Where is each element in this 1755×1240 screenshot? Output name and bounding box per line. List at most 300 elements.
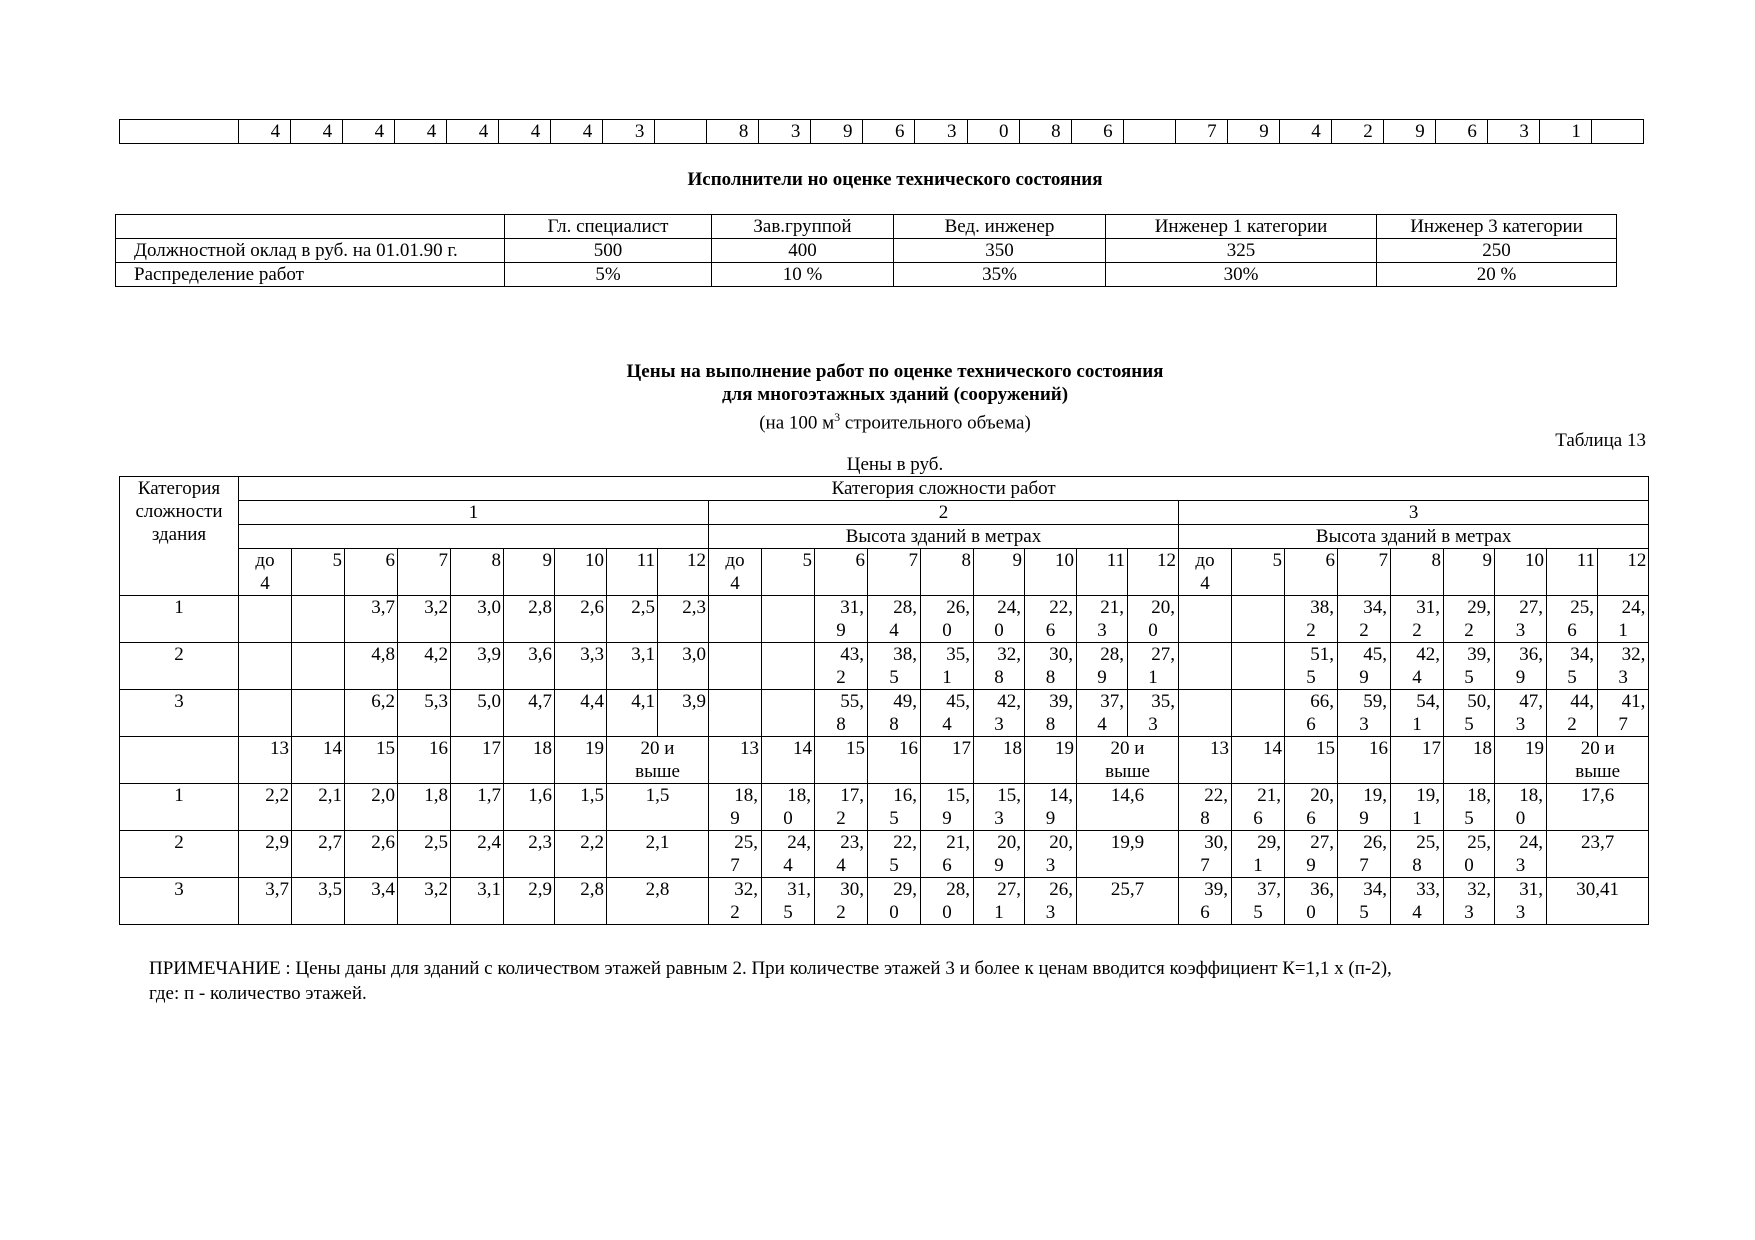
height-col-header: 13 (709, 737, 762, 784)
price-cell: 3,0 (658, 643, 709, 690)
staff-row-label: Должностной оклад в руб. на 01.01.90 г. (116, 239, 505, 263)
height-col-header-line: 6 (855, 550, 865, 571)
price-cell-line: 26, (946, 597, 970, 618)
price-cell (1444, 643, 1495, 690)
top-digit-cell: 4 (343, 120, 395, 144)
price-cell-line: 4 (942, 714, 952, 735)
price-cell-line: 15, (946, 785, 970, 806)
staff-header-cell (116, 215, 505, 239)
height-col-header (607, 737, 709, 784)
price-cell: 4,1 (607, 690, 658, 737)
price-cell (1444, 596, 1495, 643)
price-cell-line: 26, (1049, 879, 1073, 900)
prices-data-row-b (120, 878, 1649, 925)
price-cell (1391, 784, 1444, 831)
price-cell: 2,3 (658, 596, 709, 643)
staff-title: Исполнители но оценке технического состояния (687, 169, 1103, 190)
price-cell (974, 690, 1025, 737)
price-cell (921, 596, 974, 643)
height-col-header-line: 12 (687, 550, 706, 571)
height-col-header (1232, 549, 1285, 596)
price-cell (1547, 690, 1598, 737)
price-cell (762, 690, 815, 737)
price-cell: 1,6 (504, 784, 555, 831)
price-cell (1391, 643, 1444, 690)
height-col-header (451, 549, 504, 596)
price-cell (921, 831, 974, 878)
price-cell: 3,1 (451, 878, 504, 925)
price-cell-line: 4 (1412, 667, 1422, 688)
top-digit-cell: 4 (395, 120, 447, 144)
building-category: 2 (120, 643, 239, 690)
price-cell-line: 2 (1306, 620, 1316, 641)
staff-cell: 250 (1377, 239, 1617, 263)
price-cell (1547, 596, 1598, 643)
top-digit-cell: 2 (1331, 120, 1383, 144)
price-cell-line: 8 (1045, 667, 1056, 688)
price-cell-line: 42, (1416, 644, 1440, 665)
height-col-header (1598, 549, 1649, 596)
height-col-header-line: 11 (636, 550, 655, 571)
price-cell-line: 16, (893, 785, 917, 806)
price-cell (1338, 596, 1391, 643)
building-category: 2 (120, 831, 239, 878)
group-header: 2 (709, 501, 1179, 525)
prices-header-row (120, 477, 1649, 501)
price-cell-line: 5 (1464, 667, 1474, 688)
price-cell (1179, 831, 1232, 878)
staff-cell: 35% (894, 263, 1106, 287)
top-digit-cell: 6 (1435, 120, 1487, 144)
price-cell-line: 45, (1363, 644, 1387, 665)
price-cell-line: 4 (1412, 902, 1422, 923)
price-cell (1179, 643, 1232, 690)
price-cell-line: 5 (1306, 667, 1316, 688)
height-col-header (868, 549, 921, 596)
height-col-header: 19 (555, 737, 607, 784)
price-cell-line: 31, (1416, 597, 1440, 618)
height-col-header: 17 (1391, 737, 1444, 784)
price-cell-line: 29, (893, 879, 917, 900)
price-cell-line: 55, (840, 691, 864, 712)
height-col-header-line: 4 (260, 573, 270, 594)
currency-note: Цены в руб. (846, 454, 944, 475)
price-cell (815, 878, 868, 925)
height-col-header: 16 (398, 737, 451, 784)
price-cell-line: 9 (730, 808, 740, 829)
height-col-header (1391, 549, 1444, 596)
row-label-header-line: здания (151, 524, 207, 545)
price-cell-line: 31, (840, 597, 864, 618)
price-cell-line: 2 (1412, 620, 1422, 641)
price-cell (1025, 596, 1077, 643)
price-cell-line: 59, (1363, 691, 1387, 712)
price-cell-line: 2 (730, 902, 740, 923)
footnote-line: ПРИМЕЧАНИЕ : Цены даны для зданий с количеством этажей равным 2. При количестве этажей 3 и более к ценам вводится коэффициент К=1,1 х (п-2), (149, 958, 1392, 979)
prices-table (119, 476, 1649, 925)
staff-cell: 20 % (1377, 263, 1617, 287)
price-cell-line: 37, (1257, 879, 1281, 900)
price-cell (762, 643, 815, 690)
price-cell: 2,9 (239, 831, 292, 878)
height-label: Высота зданий в метрах (709, 525, 1179, 549)
price-cell: 3,3 (555, 643, 607, 690)
price-cell (815, 690, 868, 737)
price-cell (1077, 690, 1128, 737)
price-cell: 2,5 (398, 831, 451, 878)
price-cell (1495, 596, 1547, 643)
price-cell (762, 831, 815, 878)
price-cell-line: 9 (994, 855, 1004, 876)
price-cell-line: 3 (1097, 620, 1107, 641)
staff-distribution-row (116, 263, 1617, 287)
price-cell-line: 31, (1519, 879, 1543, 900)
price-cell-line: 50, (1467, 691, 1491, 712)
price-cell-line: 27, (1310, 832, 1334, 853)
price-cell: 2,8 (504, 596, 555, 643)
height-col-header-line: 5 (332, 550, 342, 571)
price-cell (239, 690, 292, 737)
price-cell-line: 8 (1045, 714, 1056, 735)
price-cell-line: 4 (783, 855, 793, 876)
price-cell-line: 38, (1310, 597, 1334, 618)
height-col-header-line: 8 (1431, 550, 1441, 571)
price-cell-line: 8 (1412, 855, 1422, 876)
height-col-header: 14 (292, 737, 345, 784)
price-cell-line: 41, (1621, 691, 1646, 712)
staff-cell: 30% (1106, 263, 1377, 287)
price-cell (239, 596, 292, 643)
height-col-header-line: 10 (1055, 550, 1074, 571)
price-cell: 5,0 (451, 690, 504, 737)
height-col-header (1547, 737, 1649, 784)
row-label-header-line: Категория (137, 478, 221, 499)
price-cell: 3,7 (239, 878, 292, 925)
price-cell-line: 6 (1253, 808, 1263, 829)
prices-data-row (120, 690, 1649, 737)
height-col-header-line: 10 (1525, 550, 1544, 571)
price-cell: 4,8 (345, 643, 398, 690)
height-col-header-line: 4 (730, 573, 740, 594)
price-cell (868, 878, 921, 925)
price-cell (1285, 784, 1338, 831)
price-cell-line: 54, (1416, 691, 1440, 712)
price-cell: 2,1 (607, 831, 709, 878)
price-cell (1338, 690, 1391, 737)
price-cell: 14,6 (1077, 784, 1179, 831)
price-cell (1128, 643, 1179, 690)
price-cell (1179, 596, 1232, 643)
staff-header-row (116, 215, 1617, 239)
price-cell: 3,2 (398, 878, 451, 925)
price-cell (815, 784, 868, 831)
height-col-header (1179, 549, 1232, 596)
height-col-header-line: 20 и (640, 738, 675, 759)
height-col-header-line: до (1195, 550, 1215, 571)
price-cell-line: 0 (1148, 620, 1158, 641)
price-cell (1444, 831, 1495, 878)
staff-cell: 325 (1106, 239, 1377, 263)
price-cell (921, 784, 974, 831)
prices-data-row-b (120, 831, 1649, 878)
price-cell-line: 29, (1467, 597, 1491, 618)
price-cell: 19,9 (1077, 831, 1179, 878)
footnote-line: где: п - количество этажей. (149, 983, 367, 1004)
price-cell (239, 643, 292, 690)
price-cell-line: 17, (840, 785, 864, 806)
top-digit-row (119, 119, 1644, 144)
price-cell (815, 596, 868, 643)
price-cell (762, 878, 815, 925)
price-cell: 3,2 (398, 596, 451, 643)
price-cell-line: 4 (1097, 714, 1107, 735)
height-col-header-line: 5 (802, 550, 812, 571)
price-cell-line: 1 (1253, 855, 1263, 876)
price-cell (1232, 596, 1285, 643)
price-cell-line: 32, (997, 644, 1021, 665)
height-col-header: 17 (451, 737, 504, 784)
price-cell-line: 27, (997, 879, 1021, 900)
price-cell: 1,5 (555, 784, 607, 831)
building-category: 1 (120, 784, 239, 831)
price-cell-line: 7 (730, 855, 740, 876)
price-cell-line: 25, (734, 832, 758, 853)
price-cell-line: 15, (997, 785, 1021, 806)
price-cell: 4,2 (398, 643, 451, 690)
top-digit-cell (1591, 120, 1643, 144)
height-col-header-line: 9 (1482, 550, 1492, 571)
price-cell (1285, 596, 1338, 643)
prices-data-row (120, 643, 1649, 690)
height-col-header-line: 7 (1378, 550, 1388, 571)
top-digit-cell: 4 (291, 120, 343, 144)
price-cell (1391, 878, 1444, 925)
price-cell-line: 2 (836, 808, 846, 829)
price-cell (1077, 643, 1128, 690)
price-cell-line: 3 (1515, 714, 1526, 735)
price-cell-line: 9 (1515, 667, 1526, 688)
price-cell (1025, 643, 1077, 690)
price-cell-line: 43, (840, 644, 864, 665)
price-cell-line: 8 (1200, 808, 1210, 829)
price-cell (868, 643, 921, 690)
top-digit-cell: 3 (759, 120, 811, 144)
price-cell (1495, 878, 1547, 925)
price-cell-line: 9 (836, 620, 846, 641)
height-col-header-line: 12 (1627, 550, 1647, 571)
price-cell: 2,5 (607, 596, 658, 643)
price-cell (1338, 643, 1391, 690)
price-cell-line: 36, (1519, 644, 1543, 665)
price-cell (868, 831, 921, 878)
price-cell (292, 596, 345, 643)
staff-cell: 400 (712, 239, 894, 263)
height-col-header-line: 6 (1325, 550, 1335, 571)
price-cell (762, 784, 815, 831)
price-cell-line: 0 (942, 620, 952, 641)
price-cell-line: 39, (1467, 644, 1491, 665)
price-cell-line: 5 (1567, 667, 1577, 688)
price-cell-line: 9 (1045, 808, 1056, 829)
price-cell: 3,4 (345, 878, 398, 925)
price-cell-line: 7 (1359, 855, 1369, 876)
subtitle-superscript: 3 (834, 410, 841, 424)
price-cell (1179, 690, 1232, 737)
building-category: 1 (120, 596, 239, 643)
height-col-header: 18 (504, 737, 555, 784)
price-cell-line: 22, (1204, 785, 1228, 806)
height-col-header (504, 549, 555, 596)
prices-title-line1: Цены на выполнение работ по оценке технического состояния (626, 361, 1164, 382)
staff-header-cell: Инженер 3 категории (1377, 215, 1617, 239)
height-col-header: 15 (1285, 737, 1338, 784)
price-cell-line: 22, (893, 832, 917, 853)
height-col-header (239, 549, 292, 596)
height-col-header-line: 8 (961, 550, 971, 571)
price-cell (1025, 831, 1077, 878)
price-cell (1285, 831, 1338, 878)
height-col-header: 19 (1495, 737, 1547, 784)
price-cell (709, 596, 762, 643)
price-cell-line: 3 (1464, 902, 1474, 923)
price-cell: 3,7 (345, 596, 398, 643)
price-cell (1128, 690, 1179, 737)
staff-cell: 500 (505, 239, 712, 263)
price-cell: 2,2 (555, 831, 607, 878)
price-cell-line: 25, (1570, 597, 1594, 618)
group-header: 3 (1179, 501, 1649, 525)
height-col-header-line: 7 (438, 550, 448, 571)
price-cell (1338, 784, 1391, 831)
price-cell-line: 24, (1519, 832, 1543, 853)
top-digit-cell: 0 (967, 120, 1019, 144)
price-cell (709, 878, 762, 925)
prices-title-line2: для многоэтажных зданий (сооружений) (721, 384, 1069, 405)
height-col-header-line: 11 (1576, 550, 1595, 571)
price-cell-line: 39, (1049, 691, 1073, 712)
top-digit-cell (1123, 120, 1175, 144)
price-cell: 3,0 (451, 596, 504, 643)
height-col-header (921, 549, 974, 596)
price-cell-line: 28, (1100, 644, 1124, 665)
price-cell: 5,3 (398, 690, 451, 737)
price-cell (974, 784, 1025, 831)
price-cell-line: 9 (1306, 855, 1316, 876)
price-cell (1232, 690, 1285, 737)
price-cell-line: 66, (1310, 691, 1334, 712)
price-cell (1391, 831, 1444, 878)
height-col-header (1128, 549, 1179, 596)
price-cell-line: 2 (836, 667, 846, 688)
price-cell-line: 18, (1467, 785, 1491, 806)
price-cell (1025, 784, 1077, 831)
price-cell-line: 24, (787, 832, 811, 853)
height-col-header: 13 (239, 737, 292, 784)
staff-header-cell: Инженер 1 категории (1106, 215, 1377, 239)
price-cell: 1,7 (451, 784, 504, 831)
price-cell (815, 831, 868, 878)
price-cell-line: 49, (893, 691, 917, 712)
price-cell (921, 643, 974, 690)
price-cell-line: 6 (1567, 620, 1577, 641)
price-cell: 3,1 (607, 643, 658, 690)
price-cell-line: 21, (946, 832, 970, 853)
top-digit-cell: 4 (447, 120, 499, 144)
price-cell (709, 784, 762, 831)
price-cell-line: 35, (946, 644, 970, 665)
price-cell (1495, 831, 1547, 878)
price-cell-line: 30, (1049, 644, 1073, 665)
price-cell-line: 44, (1570, 691, 1594, 712)
height-label: Высота зданий в метрах (1179, 525, 1649, 549)
staff-header-cell: Зав.группой (712, 215, 894, 239)
price-cell-line: 4 (889, 620, 899, 641)
height-col-header (1077, 549, 1128, 596)
top-digit-cell: 9 (811, 120, 863, 144)
price-cell-line: 34, (1363, 597, 1387, 618)
price-cell: 2,1 (292, 784, 345, 831)
price-cell: 2,0 (345, 784, 398, 831)
height-col-header (974, 549, 1025, 596)
prices-height-values-row (120, 549, 1649, 596)
top-digit-cell (120, 120, 239, 144)
price-cell-line: 7 (1200, 855, 1210, 876)
price-cell-line: 27, (1151, 644, 1175, 665)
price-cell-line: 0 (783, 808, 793, 829)
height-col-header (709, 549, 762, 596)
price-cell-line: 47, (1519, 691, 1543, 712)
price-cell-line: 6 (1045, 620, 1056, 641)
price-cell: 1,5 (607, 784, 709, 831)
height-col-header (398, 549, 451, 596)
height-col-header-line: 6 (385, 550, 395, 571)
price-cell-line: 5 (889, 667, 899, 688)
prices-data-row-b (120, 784, 1649, 831)
height-col-header-line: 20 и (1580, 738, 1615, 759)
price-cell-line: 0 (994, 620, 1004, 641)
price-cell (974, 831, 1025, 878)
height-col-header: 14 (762, 737, 815, 784)
height-col-header (345, 549, 398, 596)
height-col-header-line: выше (635, 761, 680, 782)
price-cell-line: 8 (994, 667, 1004, 688)
price-cell (1391, 596, 1444, 643)
price-cell (974, 596, 1025, 643)
price-cell-line: 45, (946, 691, 970, 712)
price-cell (1338, 831, 1391, 878)
price-cell-line: 0 (1515, 808, 1526, 829)
top-digit-cell: 9 (1227, 120, 1279, 144)
price-cell-line: 6 (942, 855, 952, 876)
price-cell-line: 29, (1257, 832, 1281, 853)
height-col-header (658, 549, 709, 596)
staff-cell: 5% (505, 263, 712, 287)
price-cell-line: 1 (1412, 714, 1422, 735)
price-cell-line: 1 (994, 902, 1004, 923)
price-cell (974, 643, 1025, 690)
top-digit-cell (655, 120, 707, 144)
price-cell-line: 51, (1310, 644, 1334, 665)
price-cell-line: 3 (1515, 620, 1526, 641)
price-cell-line: 5 (889, 855, 899, 876)
price-cell-line: 2 (1464, 620, 1474, 641)
price-cell: 17,6 (1547, 784, 1649, 831)
price-cell: 3,5 (292, 878, 345, 925)
price-cell (1179, 784, 1232, 831)
price-cell-line: 3 (1045, 902, 1056, 923)
price-cell: 2,7 (292, 831, 345, 878)
height-col-header (1547, 549, 1598, 596)
